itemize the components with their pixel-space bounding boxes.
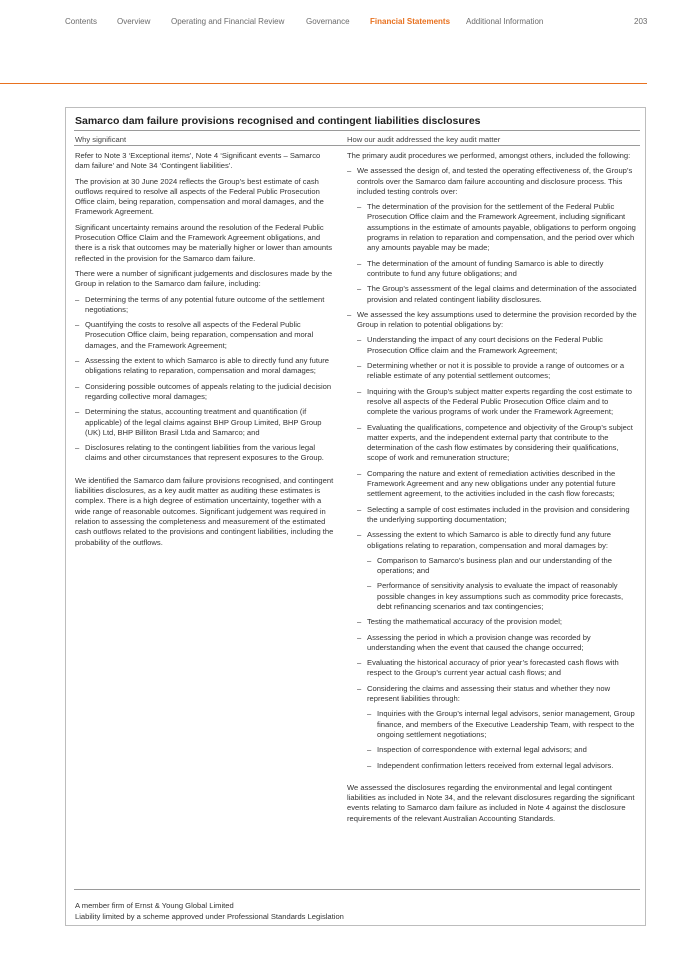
right-sublist-item: – Testing the mathematical accuracy of the provision model; [357,617,637,627]
right-sublist-item: – The Group’s assessment of the legal claims and determination of the associated provision and related contingent liability disclosures. [357,284,637,305]
left-paragraph: Refer to Note 3 ‘Exceptional items’, Note 4 ‘Significant events – Samarco dam failure’ and Note 34 ‘Contingent liabilities’. [75,151,321,171]
nav-additional-information[interactable]: Additional Information [466,17,544,26]
right-paragraph: We assessed the disclosures regarding the environmental and legal contingent liabilities as included in Note 34, and the relevant disclosures regarding the significant events relating to Samarco dam failure as included in Note 4 against the disclosure requirements of the relevant Australian Accounting Standards. [347,782,635,823]
left-paragraph: There were a number of significant judgements and disclosures made by the Group in relation to the Samarco dam failure, including: [75,268,333,289]
left-list-item: – Disclosures relating to the contingent liabilities from the various legal claims and other circumstances that represent exposures to the Group. [75,443,337,464]
right-sublist-item: – Inquiring with the Group’s subject matter experts regarding the cost estimate to resolve all aspects of the Federal Public Prosecution Office claim and to complete the various programs of work under the Framework Agreement; [357,387,637,418]
section-title: Samarco dam failure provisions recognised and contingent liabilities disclosures [75,115,481,127]
left-column [75,151,337,553]
footer-rule [74,889,640,890]
left-list-item: – Determining the terms of any potential future outcome of the settlement negotiations; [75,295,337,316]
right-paragraph: The primary audit procedures we performed, amongst others, included the following: [347,151,631,160]
right-list-item: – We assessed the design of, and tested the operating effectiveness of, the Group’s controls over the Samarco dam failure accounting and disclosure process. This included testing controls over: [347,166,637,197]
left-column-header: Why significant [75,135,127,144]
right-sublist-item: – Determining whether or not it is possible to provide a range of outcomes or a reliable estimate of any potential settlement outcomes; [357,361,637,382]
right-sublist-item: – Understanding the impact of any court decisions on the Federal Public Prosecution Office claim and the Framework Agreement; [357,335,637,356]
right-sublist-item: – Selecting a sample of cost estimates included in the provision and considering the underlying supporting documentation; [357,505,637,526]
header-divider [0,83,647,84]
footer-line-liability: Liability limited by a scheme approved under Professional Standards Legislation [75,912,344,921]
left-list-item: – Considering possible outcomes of appeals relating to the judicial decision regarding collective moral damages; [75,382,337,403]
nav-contents[interactable]: Contents [65,17,98,26]
nav-overview[interactable]: Overview [117,17,151,26]
left-list-item: – Determining the status, accounting treatment and quantification (if applicable) of the legal claims against BHP Group Limited, BHP Group (UK) Ltd, BHP Billiton Brasil Ltda and Samarco; and [75,407,337,438]
left-list-item: – Quantifying the costs to resolve all aspects of the Federal Public Prosecution Office claim, being reparation, compensation and moral damages, and the Framework Agreement; [75,320,337,351]
left-paragraph: We identified the Samarco dam failure provisions recognised, and contingent liabilities disclosures, as a key audit matter as auditing these estimates is complex. There is a high degree of estimation uncertainty, together with a wide range of reasonable outcomes. Significant judgement was required in relation to assessing the completeness and measurement of the estimated cash outflows related to the provisions and contingent liabilities, including the probability of the outflows. [75,475,334,547]
footer-line-firm: A member firm of Ernst & Young Global Limited [75,901,234,910]
right-column [347,151,637,829]
title-rule [74,130,640,131]
header-rule [74,145,640,146]
nav-governance[interactable]: Governance [306,17,350,26]
left-list-item: – Assessing the extent to which Samarco is able to directly fund any future obligations relating to reparation, compensation and moral damages; [75,356,337,377]
left-paragraph: Significant uncertainty remains around the resolution of the Federal Public Prosecution Office Claim and the Framework Agreement obligations, and there is a risk that outcomes may be materially higher or lower than amounts reflected in the provision for the Samarco dam failure. [75,222,333,263]
right-sublist-item: – Evaluating the qualifications, competence and objectivity of the Group’s subject matter experts, and the independent external party that contribute to the determination of the cash flow estimates by considering their qualifications, scope of work and remuneration structure; [357,423,637,464]
right-list-item: – We assessed the key assumptions used to determine the provision recorded by the Group in relation to potential obligations by: [347,310,637,331]
right-sublist-item: – Considering the claims and assessing their status and whether they now represent liabilities through: [357,684,637,705]
right-subsublist-item: – Inquiries with the Group’s internal legal advisors, senior management, Group finance, and members of the Executive Leadership Team, with respect to the ongoing settlement negotiations; [367,709,637,740]
nav-operating-financial-review[interactable]: Operating and Financial Review [171,17,285,26]
right-subsublist-item: – Comparison to Samarco’s business plan and our understanding of the operations; and [367,556,637,577]
page-number: 203 [634,17,648,26]
right-sublist-item: – Assessing the extent to which Samarco is able to directly fund any future obligations relating to reparation, compensation and moral damages by: [357,530,637,551]
right-subsublist-item: – Independent confirmation letters received from external legal advisors. [367,761,637,771]
right-column-header: How our audit addressed the key audit matter [347,135,501,144]
right-sublist-item: – Evaluating the historical accuracy of prior year’s forecasted cash flows with respect to the Group’s current year actual cash flows; and [357,658,637,679]
top-navigation [0,17,679,31]
right-sublist-item: – Comparing the nature and extent of remediation activities described in the Framework Agreement and any new obligations under any potential future settlement agreement, to the activities included in the cash flow forecasts; [357,469,637,500]
right-subsublist-item: – Inspection of correspondence with external legal advisors; and [367,745,637,755]
left-paragraph: The provision at 30 June 2024 reflects the Group’s best estimate of cash outflows required to resolve all aspects of the Federal Public Prosecution Office claim, being reparation, compensation and moral damages, and the Framework Agreement. [75,176,324,217]
right-sublist-item: – The determination of the amount of funding Samarco is able to directly contribute to fund any future obligations; and [357,259,637,280]
right-sublist-item: – Assessing the period in which a provision change was recorded by understanding when the event that caused the change occurred; [357,633,637,654]
right-sublist-item: – The determination of the provision for the settlement of the Federal Public Prosecution Office claim and the Framework Agreement, including significant assumptions in the estimate of amounts payable, obligations to perform ongoing programs in relation to reparation and compensation, and the period over which any amounts payable may be made; [357,202,637,253]
right-subsublist-item: – Performance of sensitivity analysis to evaluate the impact of reasonably possible changes in key assumptions such as commodity price forecasts, debt refinancing scenarios and tax contingencies; [367,581,637,612]
nav-financial-statements[interactable]: Financial Statements [370,17,451,26]
